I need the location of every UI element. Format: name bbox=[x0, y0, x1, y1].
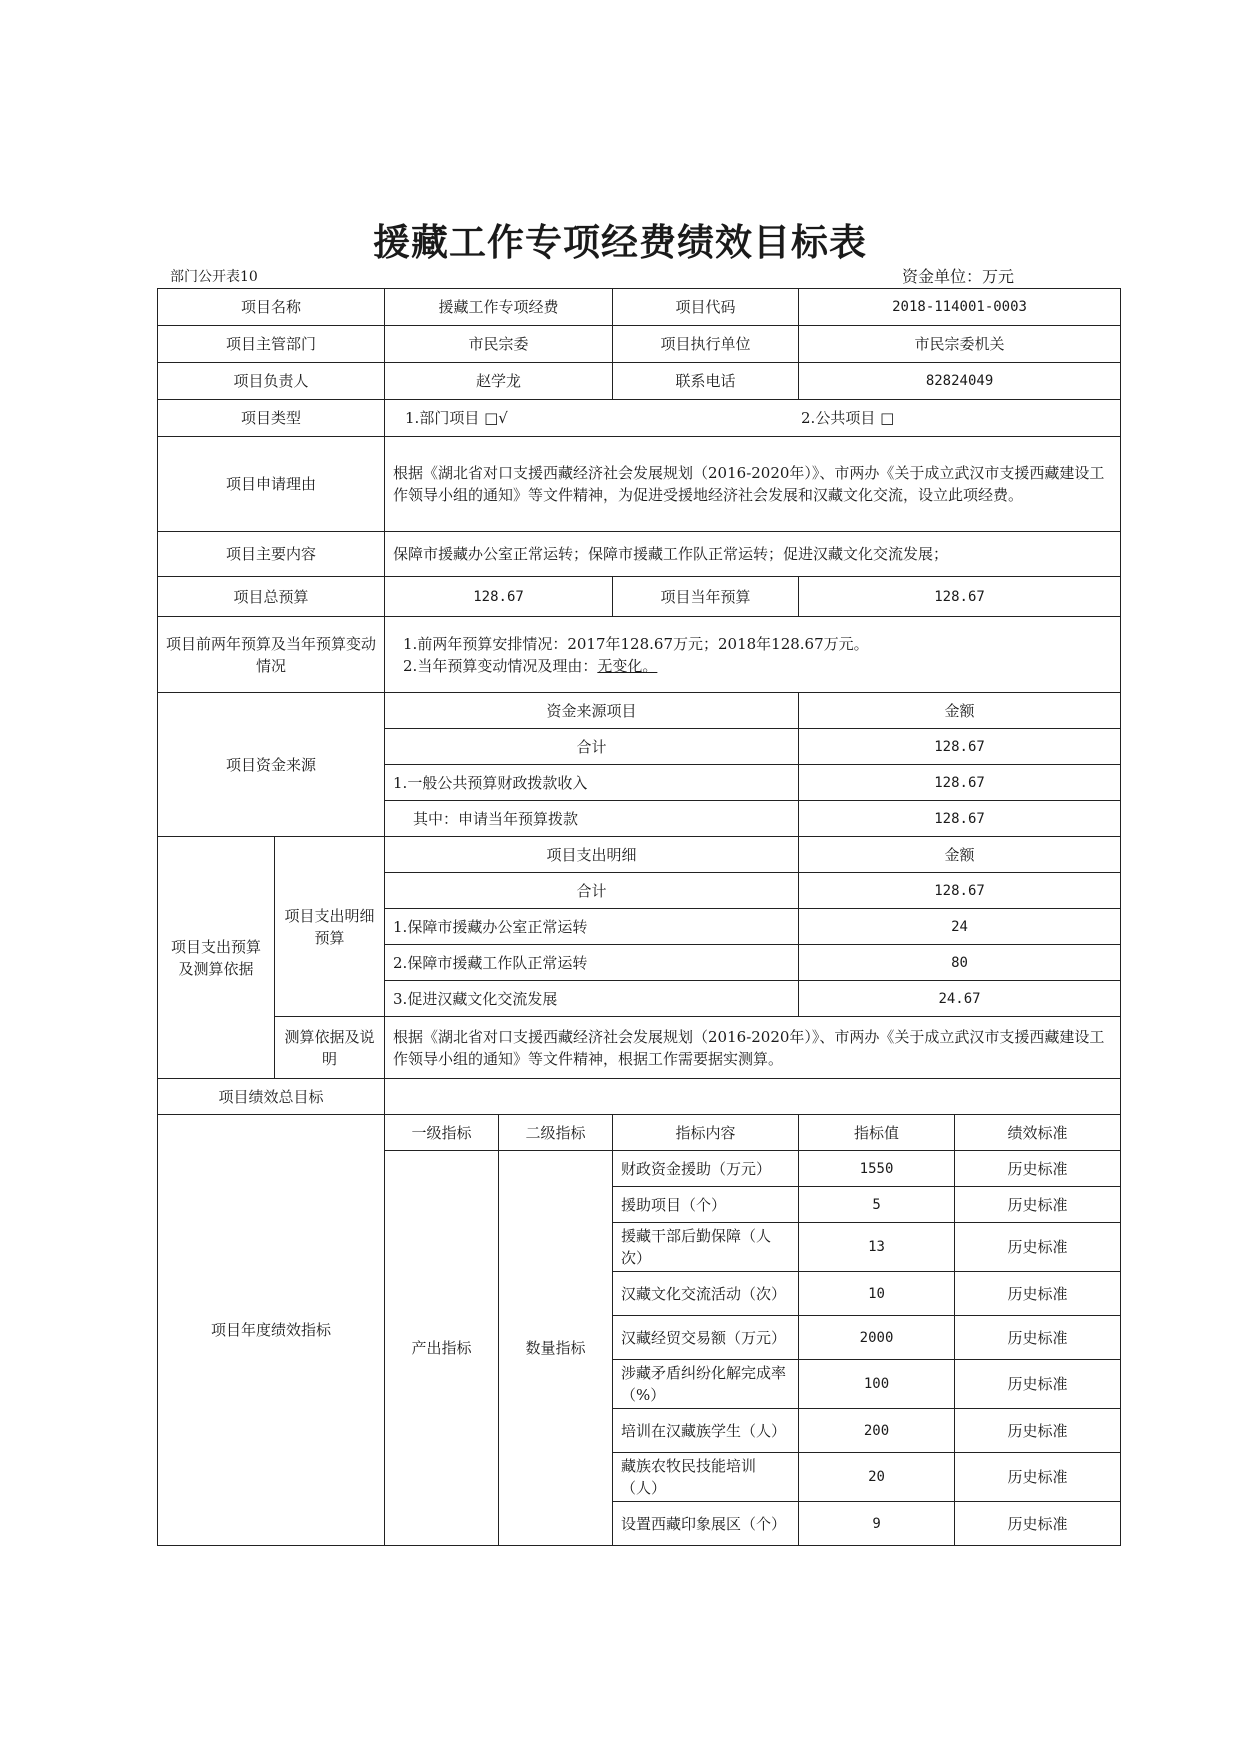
change-line-2-prefix: 2.当年预算变动情况及理由： bbox=[403, 656, 598, 675]
total-budget-value: 128.67 bbox=[385, 577, 613, 617]
row-project-type bbox=[158, 400, 1121, 437]
expense-detail-label: 项目支出明细预算 bbox=[275, 837, 385, 1017]
indicator-value: 1550 bbox=[799, 1151, 955, 1187]
reason-text: 根据《湖北省对口支援西藏经济社会发展规划（2016-2020年）》、市两办《关于成立武汉市支援西藏建设工作领导小组的通知》等文件精神，为促进受援地经济社会发展和汉藏文化交流，设立此项经费。 bbox=[385, 437, 1121, 532]
indicator-standard: 历史标准 bbox=[955, 1151, 1121, 1187]
basis-text: 根据《湖北省对口支援西藏经济社会发展规划（2016-2020年）》、市两办《关于成立武汉市支援西藏建设工作领导小组的通知》等文件精神，根据工作需要据实测算。 bbox=[385, 1017, 1121, 1079]
indicator-content: 藏族农牧民技能培训（人） bbox=[613, 1453, 799, 1502]
funding-row-name: 1.一般公共预算财政拨款收入 bbox=[385, 765, 799, 801]
type-options bbox=[385, 400, 1121, 437]
indicator-content: 财政资金援助（万元） bbox=[613, 1151, 799, 1187]
indicator-content: 汉藏经贸交易额（万元） bbox=[613, 1316, 799, 1360]
indicator-standard: 历史标准 bbox=[955, 1187, 1121, 1223]
indicator-content: 援助项目（个） bbox=[613, 1187, 799, 1223]
dept-label: 项目主管部门 bbox=[158, 326, 385, 363]
indicator-header-content: 指标内容 bbox=[613, 1115, 799, 1151]
funding-row-amount: 128.67 bbox=[799, 765, 1121, 801]
funding-label: 项目资金来源 bbox=[158, 693, 385, 837]
performance-target-table bbox=[157, 288, 1121, 1546]
indicator-standard: 历史标准 bbox=[955, 1453, 1121, 1502]
change-line-2-value: 无变化。 bbox=[597, 656, 658, 675]
row-project-name bbox=[158, 289, 1121, 326]
type-option-public: 2.公共项目 □ bbox=[801, 409, 895, 427]
performance-overall-row bbox=[158, 1079, 1121, 1115]
indicator-value: 5 bbox=[799, 1187, 955, 1223]
change-line-2 bbox=[403, 655, 1112, 677]
expense-header-row bbox=[158, 837, 1121, 873]
row-leader bbox=[158, 363, 1121, 400]
funding-row-name: 其中：申请当年预算拨款 bbox=[385, 801, 799, 837]
indicator-content: 设置西藏印象展区（个） bbox=[613, 1502, 799, 1546]
expense-row-amount: 24 bbox=[799, 909, 1121, 945]
indicator-standard: 历史标准 bbox=[955, 1316, 1121, 1360]
indicator-standard: 历史标准 bbox=[955, 1360, 1121, 1409]
project-name-label: 项目名称 bbox=[158, 289, 385, 326]
funding-row-amount: 128.67 bbox=[799, 801, 1121, 837]
funding-col-amount: 金额 bbox=[799, 693, 1121, 729]
funding-header-row bbox=[158, 693, 1121, 729]
row-department bbox=[158, 326, 1121, 363]
indicator-value: 20 bbox=[799, 1453, 955, 1502]
indicator-level1: 产出指标 bbox=[385, 1151, 499, 1546]
indicator-header-row bbox=[158, 1115, 1121, 1151]
indicator-header-level2: 二级指标 bbox=[499, 1115, 613, 1151]
exec-unit-label: 项目执行单位 bbox=[613, 326, 799, 363]
indicator-content: 涉藏矛盾纠纷化解完成率（%） bbox=[613, 1360, 799, 1409]
total-budget-label: 项目总预算 bbox=[158, 577, 385, 617]
expense-basis-row bbox=[158, 1017, 1121, 1079]
reason-label: 项目申请理由 bbox=[158, 437, 385, 532]
funding-col-source: 资金来源项目 bbox=[385, 693, 799, 729]
indicator-content: 培训在汉藏族学生（人） bbox=[613, 1409, 799, 1453]
expense-row-name: 合计 bbox=[385, 873, 799, 909]
leader-label: 项目负责人 bbox=[158, 363, 385, 400]
expense-row-amount: 24.67 bbox=[799, 981, 1121, 1017]
indicator-value: 9 bbox=[799, 1502, 955, 1546]
indicator-content: 援藏干部后勤保障（人次） bbox=[613, 1223, 799, 1272]
expense-row-name: 1.保障市援藏办公室正常运转 bbox=[385, 909, 799, 945]
table-number: 部门公开表10 bbox=[170, 269, 258, 285]
leader-value: 赵学龙 bbox=[385, 363, 613, 400]
basis-label: 测算依据及说明 bbox=[275, 1017, 385, 1079]
exec-unit-value: 市民宗委机关 bbox=[799, 326, 1121, 363]
phone-label: 联系电话 bbox=[613, 363, 799, 400]
expense-col-item: 项目支出明细 bbox=[385, 837, 799, 873]
project-code-label: 项目代码 bbox=[613, 289, 799, 326]
indicator-value: 13 bbox=[799, 1223, 955, 1272]
row-reason bbox=[158, 437, 1121, 532]
funding-row-name: 合计 bbox=[385, 729, 799, 765]
content-label: 项目主要内容 bbox=[158, 532, 385, 577]
page-title: 援藏工作专项经费绩效目标表 bbox=[373, 221, 867, 264]
indicator-header-level1: 一级指标 bbox=[385, 1115, 499, 1151]
type-label: 项目类型 bbox=[158, 400, 385, 437]
expense-col-amount: 金额 bbox=[799, 837, 1121, 873]
indicator-header-standard: 绩效标准 bbox=[955, 1115, 1121, 1151]
indicator-standard: 历史标准 bbox=[955, 1272, 1121, 1316]
row-budget-change bbox=[158, 617, 1121, 693]
funding-row-amount: 128.67 bbox=[799, 729, 1121, 765]
indicator-content: 汉藏文化交流活动（次） bbox=[613, 1272, 799, 1316]
indicator-value: 10 bbox=[799, 1272, 955, 1316]
change-label: 项目前两年预算及当年预算变动情况 bbox=[158, 617, 385, 693]
year-budget-label: 项目当年预算 bbox=[613, 577, 799, 617]
row-main-content bbox=[158, 532, 1121, 577]
overall-goal-label: 项目绩效总目标 bbox=[158, 1079, 385, 1115]
year-budget-value: 128.67 bbox=[799, 577, 1121, 617]
overall-goal-value bbox=[385, 1079, 1121, 1115]
phone-value: 82824049 bbox=[799, 363, 1121, 400]
expense-row-name: 3.促进汉藏文化交流发展 bbox=[385, 981, 799, 1017]
content-text: 保障市援藏办公室正常运转；保障市援藏工作队正常运转；促进汉藏文化交流发展； bbox=[385, 532, 1121, 577]
indicator-value: 200 bbox=[799, 1409, 955, 1453]
change-text bbox=[385, 617, 1121, 693]
indicator-standard: 历史标准 bbox=[955, 1223, 1121, 1272]
indicator-header-value: 指标值 bbox=[799, 1115, 955, 1151]
annual-indicator-label: 项目年度绩效指标 bbox=[158, 1115, 385, 1546]
expense-row-name: 2.保障市援藏工作队正常运转 bbox=[385, 945, 799, 981]
type-option-department: 1.部门项目 □√ bbox=[405, 409, 508, 427]
project-name-value: 援藏工作专项经费 bbox=[385, 289, 613, 326]
indicator-value: 2000 bbox=[799, 1316, 955, 1360]
expense-label: 项目支出预算及测算依据 bbox=[158, 837, 275, 1079]
dept-value: 市民宗委 bbox=[385, 326, 613, 363]
change-line-1: 1.前两年预算安排情况：2017年128.67万元；2018年128.67万元。 bbox=[403, 634, 869, 653]
expense-row-amount: 80 bbox=[799, 945, 1121, 981]
indicator-standard: 历史标准 bbox=[955, 1502, 1121, 1546]
row-budget bbox=[158, 577, 1121, 617]
indicator-level2: 数量指标 bbox=[499, 1151, 613, 1546]
expense-row-amount: 128.67 bbox=[799, 873, 1121, 909]
indicator-standard: 历史标准 bbox=[955, 1409, 1121, 1453]
project-code-value: 2018-114001-0003 bbox=[799, 289, 1121, 326]
indicator-value: 100 bbox=[799, 1360, 955, 1409]
currency-unit: 资金单位：万元 bbox=[901, 267, 1014, 286]
